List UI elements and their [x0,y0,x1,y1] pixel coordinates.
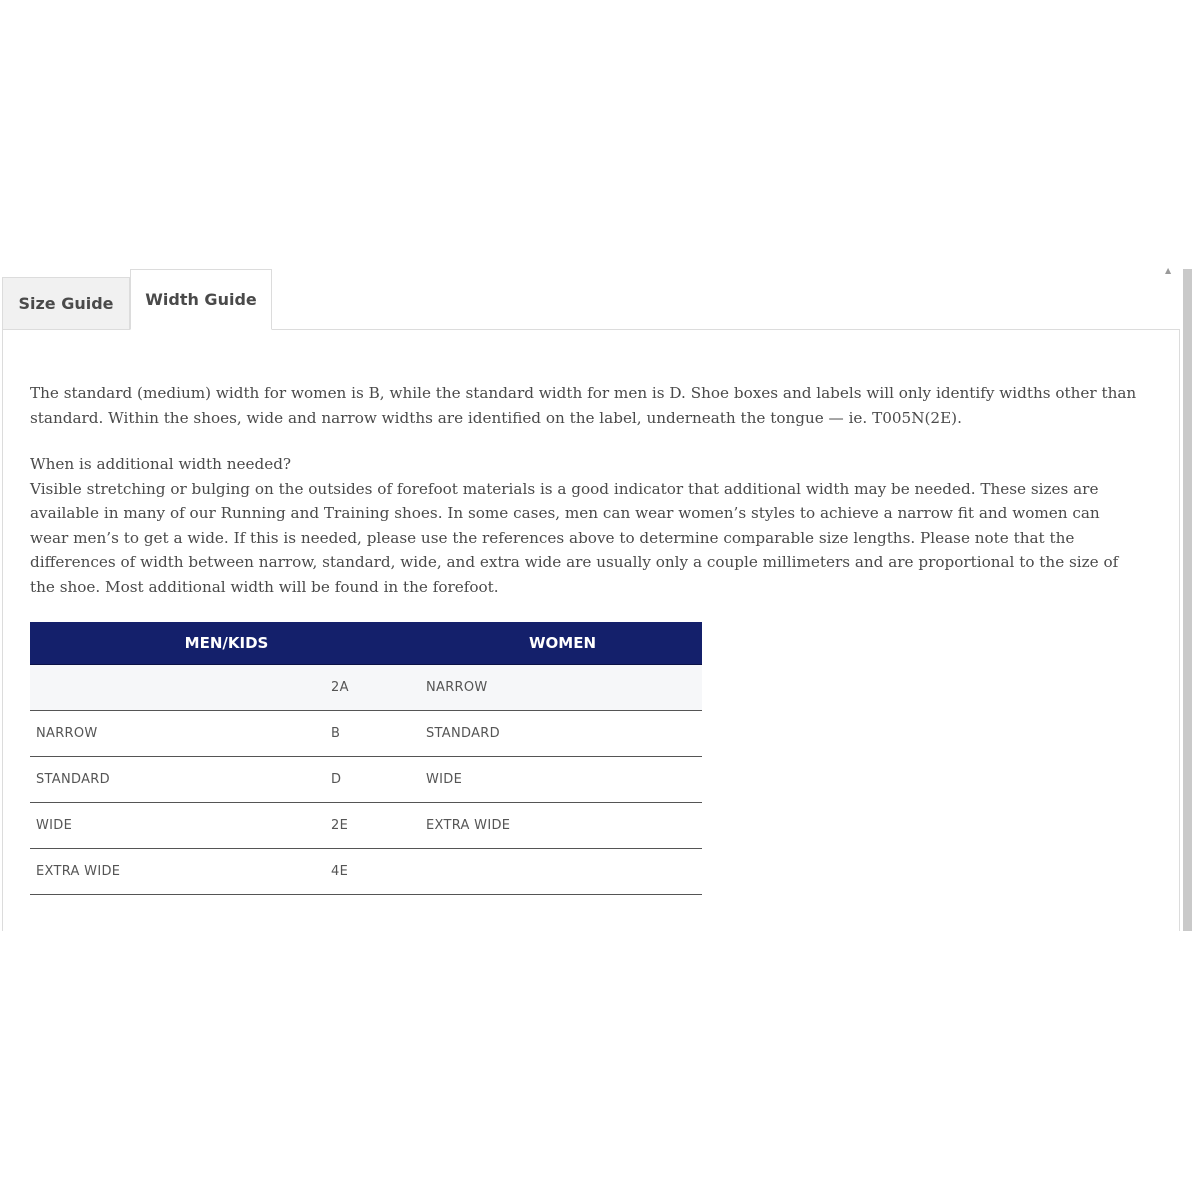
table-row [30,665,702,711]
additional-width-section [30,452,1140,599]
tab-size-guide[interactable]: Size Guide [2,277,130,329]
cell-code: B [324,711,423,757]
additional-width-paragraph: Visible stretching or bulging on the outsides of forefoot materials is a good indicator that additional width may be needed. These sizes are available in many of our Running and Training shoes. In some cases, men can wear women’s styles to achieve a narrow fit and women can wear men’s to get a wide. If this is needed, please use the references above to determine comparable size lengths. Please note that the differences of width between narrow, standard, wide, and extra wide are usually only a couple millimeters and are proportional to the size of the shoe. Most additional width will be found in the forefoot. [30,479,1119,596]
table-row [30,849,702,895]
scrollbar[interactable] [1183,269,1192,931]
cell-women: EXTRA WIDE [423,803,702,849]
table-header-row [30,622,702,665]
header-women: WOMEN [423,622,702,665]
additional-width-question: When is additional width needed? [30,455,292,473]
header-men-kids: MEN/KIDS [30,622,423,665]
table-row [30,757,702,803]
cell-men: NARROW [30,711,324,757]
cell-men: WIDE [30,803,324,849]
cell-women: NARROW [423,665,702,711]
cell-code: 4E [324,849,423,895]
cell-women [423,849,702,895]
cell-code: 2A [324,665,423,711]
standard-width-paragraph: The standard (medium) width for women is B, while the standard width for men is D. Shoe boxes and labels will only identify widths other than standard. Within the shoes, wide and narrow widths are identified on the label, underneath the tongue — ie. T005N(2E). [30,384,1137,427]
scroll-up-icon[interactable]: ▲ [1165,266,1172,275]
cell-men: EXTRA WIDE [30,849,324,895]
cell-men [30,665,324,711]
cell-women: STANDARD [423,711,702,757]
table-row [30,803,702,849]
cell-women: WIDE [423,757,702,803]
tab-bar [2,269,1180,330]
tab-width-guide[interactable]: Width Guide [130,269,272,330]
table-row [30,711,702,757]
cell-code: D [324,757,423,803]
cell-code: 2E [324,803,423,849]
width-table [30,622,702,895]
cell-men: STANDARD [30,757,324,803]
